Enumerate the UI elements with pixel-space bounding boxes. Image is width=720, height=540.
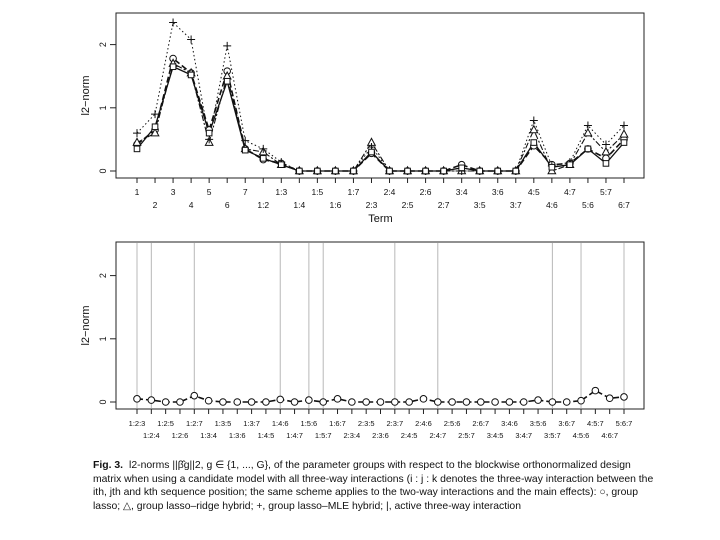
- data-point-circle: [162, 399, 169, 406]
- data-point-circle: [320, 399, 327, 406]
- data-point-square: [549, 164, 555, 170]
- data-point-plus: [169, 18, 177, 26]
- data-point-square: [603, 161, 609, 167]
- data-point-plus: [133, 129, 141, 137]
- data-point-circle: [477, 399, 484, 406]
- plot-frame: [116, 242, 644, 409]
- data-point-circle: [578, 397, 585, 404]
- caption-label: Fig. 3.: [93, 460, 124, 471]
- x-tick-label: 1:5: [311, 187, 324, 197]
- y-tick-label: 0: [98, 168, 108, 174]
- data-point-circle: [248, 399, 255, 406]
- data-point-square: [369, 149, 375, 155]
- x-tick-label: 7: [242, 187, 248, 197]
- x-tick-label: 3:4: [455, 187, 468, 197]
- data-point-circle: [392, 399, 399, 406]
- series-line-plus: [137, 23, 624, 172]
- data-point-plus: [584, 121, 592, 129]
- plot-frame: [116, 13, 644, 178]
- y-axis-title: l2−norm: [80, 305, 92, 346]
- data-point-square: [260, 156, 266, 162]
- x-tick-label: 6:7: [618, 200, 630, 210]
- data-point-circle: [621, 394, 628, 401]
- data-point-plus: [205, 135, 213, 143]
- data-point-square: [242, 147, 248, 153]
- x-tick-label: 1:2: [257, 200, 270, 210]
- x-tick-label: 1:2:5: [157, 419, 174, 428]
- x-tick-label: 3:4:5: [486, 431, 504, 440]
- x-tick-label: 2:6: [419, 187, 432, 197]
- data-point-plus: [530, 116, 538, 124]
- data-point-circle: [535, 397, 542, 404]
- x-tick-label: 2:4:5: [400, 431, 418, 440]
- data-point-circle: [263, 399, 270, 406]
- data-point-square: [188, 72, 194, 78]
- x-tick-label: 2:3:5: [357, 419, 375, 428]
- data-point-circle: [592, 387, 599, 394]
- data-point-square: [567, 162, 573, 168]
- data-point-circle: [606, 395, 613, 402]
- x-tick-label: 3:5: [473, 200, 486, 210]
- data-point-circle: [220, 399, 227, 406]
- data-point-circle: [277, 396, 284, 403]
- data-point-square: [477, 168, 483, 174]
- x-tick-label: 5: [206, 187, 212, 197]
- data-point-square: [621, 140, 627, 146]
- x-tick-label: 1:2:7: [185, 419, 203, 428]
- x-tick-label: 1:4:7: [286, 431, 303, 440]
- x-tick-label: 1:4:6: [271, 419, 289, 428]
- data-point-circle: [377, 399, 384, 406]
- data-point-circle: [191, 392, 198, 399]
- x-tick-label: 2:4:6: [415, 419, 432, 428]
- x-tick-label: 4:5:6: [572, 431, 590, 440]
- data-point-square: [441, 168, 447, 174]
- x-tick-label: 3:6: [491, 187, 504, 197]
- data-point-square: [206, 130, 212, 136]
- data-point-square: [459, 165, 465, 171]
- x-tick-label: 1:2:4: [142, 431, 160, 440]
- y-tick-label: 2: [98, 42, 108, 48]
- data-point-square: [134, 146, 140, 152]
- x-tick-label: 1:5:7: [314, 431, 332, 440]
- x-tick-label: 2:4:7: [429, 431, 447, 440]
- data-point-circle: [177, 399, 184, 406]
- x-tick-label: 3:5:6: [529, 419, 547, 428]
- series-line-triangle: [137, 64, 624, 171]
- data-point-plus: [223, 42, 231, 50]
- data-point-square: [278, 162, 284, 168]
- x-tick-label: 1:3:7: [243, 419, 260, 428]
- x-tick-label: 1:3:5: [214, 419, 232, 428]
- data-point-square: [152, 124, 158, 130]
- x-tick-label: 4:6: [545, 200, 558, 210]
- x-tick-label: 1:4:5: [257, 431, 275, 440]
- data-point-square: [315, 168, 321, 174]
- data-point-plus: [620, 121, 628, 129]
- data-point-circle: [334, 396, 341, 403]
- y-tick-label: 2: [98, 273, 108, 279]
- series-line-circle: [137, 59, 624, 172]
- x-tick-label: 3:5:7: [544, 431, 561, 440]
- x-tick-label: 1:2:3: [128, 419, 146, 428]
- data-point-circle: [492, 399, 499, 406]
- x-tick-label: 1:3:4: [200, 431, 217, 440]
- x-tick-label: 3:7: [509, 200, 522, 210]
- data-point-square: [531, 140, 537, 146]
- data-point-circle: [520, 399, 527, 406]
- x-tick-label: 1:3:6: [228, 431, 246, 440]
- data-point-circle: [406, 399, 413, 406]
- caption-text: l2-norms ||β̂g||2, g ∈ {1, ..., G}, of the parameter groups with respect to the blockwise orthonormalized design matrix when using a candidate model with all three-way interactions (i : j : k denotes the three-way interaction between the ith, jth and kth sequence position; the same scheme applies to the two-way interactions and the main effects): ○, group lasso; △, group lasso–ridge hybrid; +, group lasso–MLE hybrid; |, active three-way interaction: [93, 460, 654, 512]
- data-point-circle: [506, 399, 513, 406]
- x-tick-label: 4:6:7: [601, 431, 619, 440]
- data-point-circle: [349, 399, 356, 406]
- x-tick-label: 3:4:6: [501, 419, 518, 428]
- x-tick-label: 3:6:7: [558, 419, 576, 428]
- data-point-circle: [420, 396, 427, 403]
- y-tick-label: 1: [98, 105, 108, 111]
- bottom-plot: [80, 242, 644, 440]
- x-tick-label: 2:3:4: [343, 431, 361, 440]
- x-tick-label: 2: [152, 200, 158, 210]
- data-point-circle: [563, 399, 570, 406]
- data-point-square: [297, 168, 303, 174]
- data-point-triangle: [620, 130, 628, 137]
- data-point-square: [351, 168, 357, 174]
- data-point-circle: [306, 397, 313, 404]
- x-tick-label: 2:7: [437, 200, 450, 210]
- x-tick-label: 1:4: [293, 200, 306, 210]
- data-point-circle: [205, 397, 212, 404]
- x-tick-label: 1:2:6: [171, 431, 189, 440]
- x-tick-label: 2:5:7: [458, 431, 475, 440]
- data-point-triangle: [602, 148, 610, 155]
- data-point-square: [387, 168, 393, 174]
- data-point-circle: [134, 396, 141, 403]
- x-tick-label: 1:6: [329, 200, 342, 210]
- data-point-square: [333, 168, 339, 174]
- data-point-square: [224, 78, 230, 84]
- x-tick-label: 5:6: [582, 200, 594, 210]
- data-point-circle: [434, 399, 441, 406]
- data-point-square: [513, 168, 519, 174]
- x-tick-label: 1:7: [347, 187, 360, 197]
- x-tick-label: 4: [188, 200, 194, 210]
- data-point-square: [423, 168, 429, 174]
- x-tick-label: 2:5: [401, 200, 414, 210]
- y-tick-label: 0: [98, 399, 108, 405]
- data-point-circle: [148, 397, 155, 404]
- data-point-square: [405, 168, 411, 174]
- figure-caption: [93, 459, 658, 513]
- x-tick-label: 1:5:6: [300, 419, 318, 428]
- x-tick-label: 2:3:6: [372, 431, 389, 440]
- x-tick-label: 6: [224, 200, 230, 210]
- data-point-circle: [234, 399, 241, 406]
- y-axis-title: l2−norm: [80, 75, 92, 116]
- top-plot: [80, 13, 644, 225]
- x-tick-label: 4:7: [563, 187, 576, 197]
- data-point-circle: [291, 399, 298, 406]
- x-tick-label: 1: [134, 187, 140, 197]
- x-tick-label: 5:6:7: [615, 419, 633, 428]
- series-line-square: [137, 67, 624, 171]
- data-point-circle: [363, 399, 370, 406]
- data-point-square: [585, 146, 591, 152]
- x-tick-label: 5:7: [600, 187, 612, 197]
- x-tick-label: 4:5: [527, 187, 540, 197]
- data-point-circle: [463, 399, 470, 406]
- x-tick-label: 2:5:6: [443, 419, 461, 428]
- x-tick-label: 2:3: [365, 200, 378, 210]
- y-tick-label: 1: [98, 336, 108, 342]
- data-point-circle: [449, 399, 456, 406]
- data-point-plus: [259, 145, 267, 153]
- x-tick-label: 3:4:7: [515, 431, 533, 440]
- x-tick-label: 2:6:7: [472, 419, 490, 428]
- x-tick-label: 1:6:7: [329, 419, 346, 428]
- x-tick-label: 3: [170, 187, 176, 197]
- data-point-square: [495, 168, 501, 174]
- x-tick-label: 1:3: [275, 187, 288, 197]
- x-axis-title: Term: [368, 213, 393, 225]
- x-tick-label: 2:4: [383, 187, 396, 197]
- data-point-square: [170, 64, 176, 70]
- x-tick-label: 4:5:7: [587, 419, 604, 428]
- x-tick-label: 2:3:7: [386, 419, 404, 428]
- data-point-circle: [549, 399, 556, 406]
